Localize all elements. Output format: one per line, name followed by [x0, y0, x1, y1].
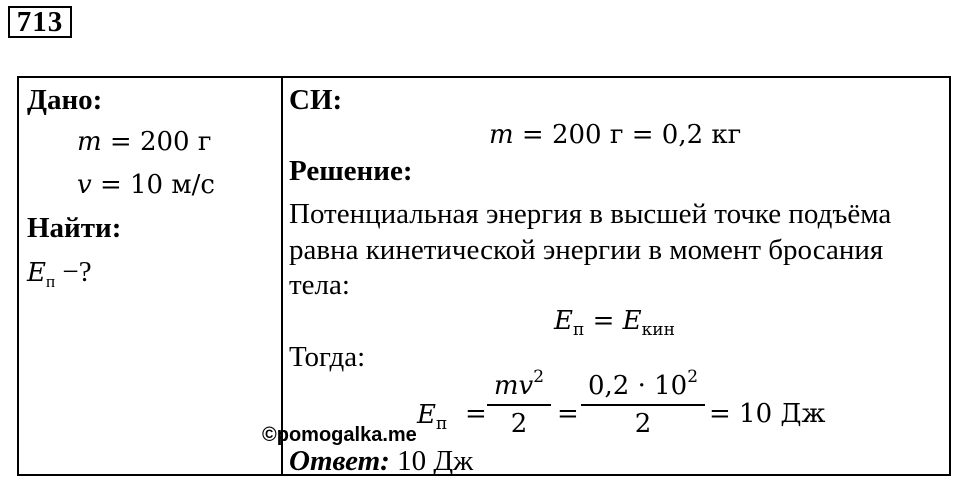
formula-result: = 10 Дж [709, 399, 826, 429]
energy-equality: $E_п = E_{кин}$ [554, 306, 675, 340]
problem-number: 713 [8, 6, 72, 38]
solution-text-line: Потенциальная энергия в высшей точке подъёма [289, 198, 892, 230]
column-divider [281, 78, 283, 474]
si-heading: СИ: [289, 84, 343, 116]
given-heading: Дано: [27, 84, 103, 116]
given-velocity: v = 10 м/с [77, 170, 215, 200]
solution-table [17, 76, 951, 476]
answer: Ответ: 10 Дж [289, 445, 474, 477]
find-heading: Найти: [27, 212, 122, 244]
fraction-mv2-over-2: $mv^2$ 2 [487, 370, 551, 440]
fraction-numeric: $0,2 \cdot 10^2$ 2 [581, 370, 705, 440]
then-label: Тогда: [289, 341, 366, 373]
solution-heading: Решение: [289, 155, 413, 187]
formula-equals: = [557, 399, 579, 429]
solution-text-line: равна кинетической энергии в момент бросания [289, 234, 884, 266]
formula-lhs: $E_п$ [417, 400, 448, 434]
solution-text-line: тела: [289, 269, 350, 301]
si-mass: m = 200 г = 0,2 кг [489, 120, 742, 150]
watermark: ©pomogalka.me [262, 424, 417, 446]
given-mass: m = 200 г [77, 127, 212, 157]
find-value: $E_п$ −? [27, 256, 92, 291]
formula-equals: = [465, 399, 487, 429]
